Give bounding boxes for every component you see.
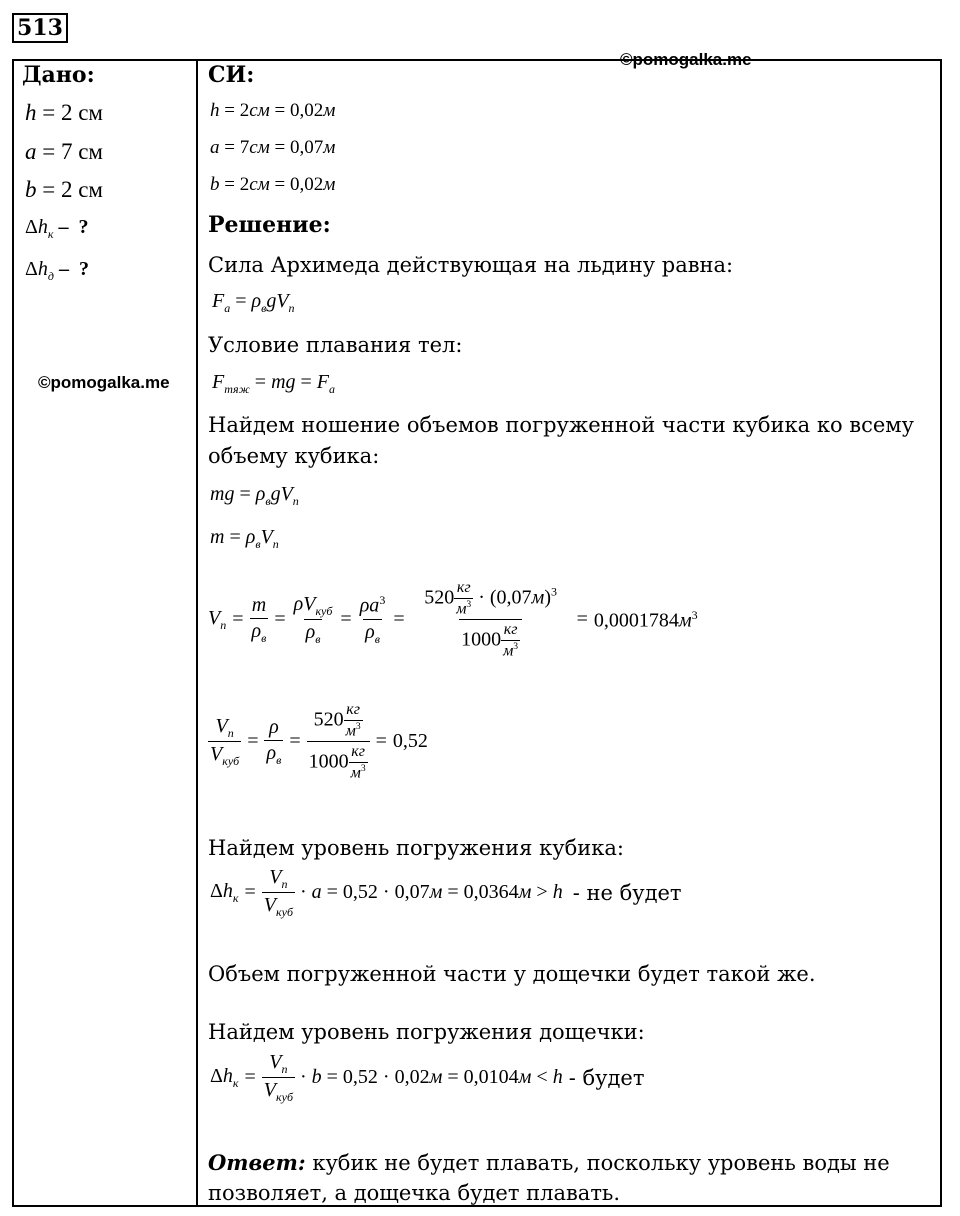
si-a: a = 7см = 0,07м	[210, 137, 336, 158]
si-b: b = 2см = 0,02м	[210, 174, 336, 195]
watermark-top: ©pomogalka.me	[620, 50, 752, 69]
answer-line1	[208, 1150, 890, 1175]
formula-archimedes: $F_a = \rho_вgV_п$	[212, 290, 295, 315]
text-archimedes: Сила Архимеда действующая на льдину равна:	[208, 253, 734, 277]
formula-ratio: $\frac{V_п}{V_{куб}}$ = $\frac{\rho}{\rho_в}$ = 520 $\frac{кг}{м^3}$ 1000 $\frac{кг}{м^3}$ = 0,52	[210, 701, 428, 782]
board-result: - будет	[568, 1065, 645, 1090]
answer-line2: позволяет, а дощечка будет плавать.	[208, 1181, 621, 1205]
text-floating: Условие плавания тел:	[208, 333, 463, 357]
unknown-dh-cube: $\Delta h_к$ – ?	[25, 216, 89, 241]
column-divider	[196, 59, 198, 1207]
text-ratio-line1: Найдем ношение объемов погруженной части кубика ко всему	[208, 413, 914, 437]
given-header: Дано:	[22, 62, 95, 88]
formula-mg: mg = $\rho_вgV_п$	[210, 483, 299, 508]
given-b: b = 2 см	[25, 177, 103, 202]
given-a: a = 7 см	[25, 139, 103, 164]
text-board-level: Найдем уровень погружения дощечки:	[208, 1020, 645, 1044]
formula-floating: $F_{тяж}$ = mg = $F_a$	[212, 371, 336, 396]
answer-text-1: кубик не будет плавать, поскольку уровень воды не	[312, 1151, 890, 1175]
text-cube-level: Найдем уровень погружения кубика:	[208, 836, 624, 860]
si-header: СИ:	[208, 62, 255, 88]
cube-result: - не будет	[572, 880, 682, 905]
text-ratio-line2: объему кубика:	[208, 444, 380, 468]
formula-board: $\Delta h_к$ = $\frac{V_п}{V_{куб}}$ · b = 0,52 · 0,02м = 0,0104м < h - будет	[210, 1051, 645, 1104]
answer-label: Ответ:	[208, 1150, 306, 1175]
text-same-volume: Объем погруженной части у дощечки будет такой же.	[208, 962, 816, 986]
si-h: h = 2см = 0,02м	[210, 100, 336, 121]
formula-cube: $\Delta h_к$ = $\frac{V_п}{V_{куб}}$ · a = 0,52 · 0,07м = 0,0364м > h - не будет	[210, 866, 682, 919]
formula-vp: $V_п$ = $\frac{m}{\rho_в}$ = $\frac{\rho V_{куб}}{\rho_в}$ = $\frac{\rho a^3}{\rho_в}$ = 520 $\frac{кг}{м^3}$ · $(0,07м)^3$ 1000 $\frac{кг}{м^3}$ = $0,0001784м^3$	[208, 579, 698, 660]
watermark-left: ©pomogalka.me	[38, 373, 170, 392]
solution-header: Решение:	[208, 212, 331, 238]
problem-number: 513	[12, 13, 68, 43]
given-h: h = 2 см	[25, 100, 103, 125]
unknown-dh-board: $\Delta h_д$ – ?	[25, 258, 89, 283]
formula-m: $m = \rho_вV_п$	[210, 526, 279, 551]
